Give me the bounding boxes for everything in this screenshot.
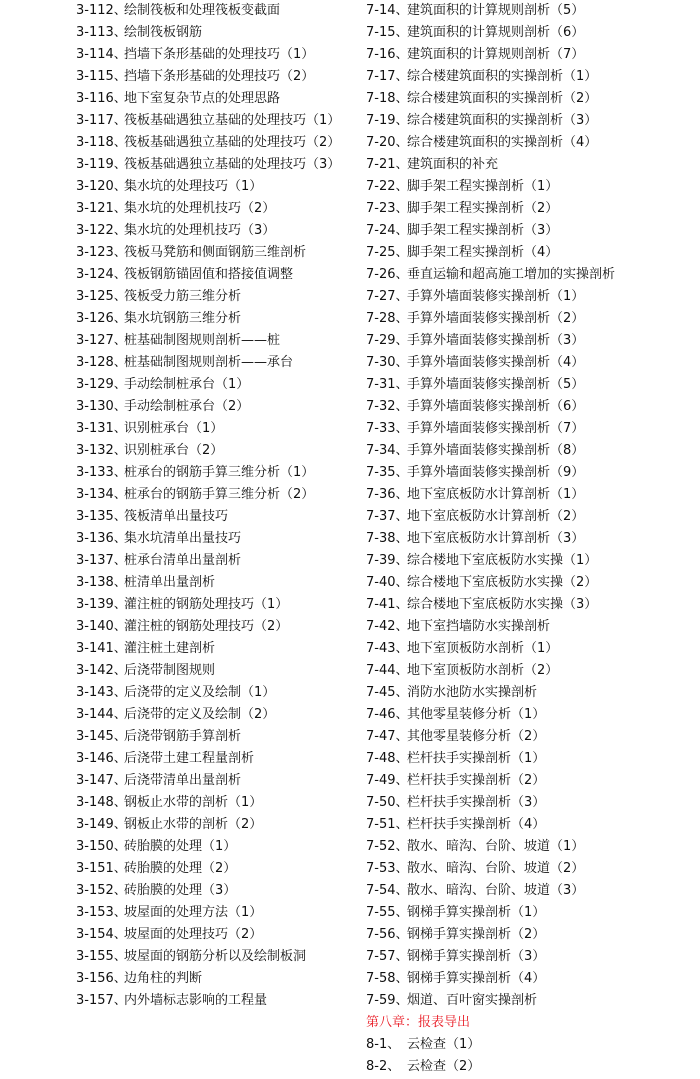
toc-entry: [76, 946, 346, 968]
entry-number: 7-44、: [366, 663, 409, 678]
entry-title: 地下室顶板防水剖析（2）: [407, 663, 559, 678]
toc-entry: [76, 836, 346, 858]
entry-title: 其他零星装修分析（2）: [407, 729, 546, 744]
entry-title: 烟道、百叶窗实操剖析: [407, 993, 538, 1008]
entry-number: 3-136、: [76, 531, 127, 546]
entry-number: 3-132、: [76, 443, 127, 458]
toc-entry: [366, 1056, 696, 1078]
entry-title: 挡墙下条形基础的处理技巧（1）: [124, 47, 315, 62]
toc-entry: [366, 264, 696, 286]
entry-title: 桩基础制图规则剖析——桩: [124, 333, 281, 348]
entry-number: 3-142、: [76, 663, 127, 678]
toc-entry: [366, 902, 696, 924]
entry-title: 手算外墙面装修实操剖析（1）: [407, 289, 585, 304]
entry-title: 建筑面积的计算规则剖析（7）: [407, 47, 585, 62]
entry-number: 3-124、: [76, 267, 127, 282]
entry-number: 3-156、: [76, 971, 127, 986]
toc-entry: [76, 902, 346, 924]
entry-title: 筏板基础遇独立基础的处理技巧（2）: [124, 135, 341, 150]
toc-entry: [76, 704, 346, 726]
toc-entry: [366, 176, 696, 198]
entry-title: 栏杆扶手实操剖析（3）: [407, 795, 546, 810]
toc-entry: [366, 286, 696, 308]
entry-title: 砖胎膜的处理（2）: [124, 861, 237, 876]
entry-number: 3-112、: [76, 3, 127, 18]
toc-entry: [76, 44, 346, 66]
entry-number: 3-126、: [76, 311, 127, 326]
toc-entry: [366, 418, 696, 440]
entry-number: 3-118、: [76, 135, 127, 150]
entry-title: 筏板基础遇独立基础的处理技巧（3）: [124, 157, 341, 172]
entry-title: 灌注桩的钢筋处理技巧（2）: [124, 619, 289, 634]
entry-number: 7-58、: [366, 971, 409, 986]
entry-title: 识别桩承台（2）: [124, 443, 224, 458]
entry-number: 7-35、: [366, 465, 409, 480]
toc-entry: [76, 484, 346, 506]
entry-number: 3-117、: [76, 113, 127, 128]
entry-title: 集水坑钢筋三维分析: [124, 311, 242, 326]
entry-number: 7-41、: [366, 597, 409, 612]
entry-number: 3-155、: [76, 949, 127, 964]
toc-entry: [76, 814, 346, 836]
entry-number: 3-152、: [76, 883, 127, 898]
chapter-heading: 第八章：报表导出: [366, 1015, 471, 1030]
entry-number: 3-141、: [76, 641, 127, 656]
toc-entry: [366, 880, 696, 902]
toc-left-column: [76, 0, 346, 1012]
toc-entry: [366, 132, 696, 154]
entry-number: 7-38、: [366, 531, 409, 546]
entry-title: 桩承台清单出量剖析: [124, 553, 242, 568]
entry-title: 脚手架工程实操剖析（3）: [407, 223, 559, 238]
toc-entry: [76, 660, 346, 682]
entry-number: 7-23、: [366, 201, 409, 216]
entry-number: 3-143、: [76, 685, 127, 700]
toc-entry: [366, 506, 696, 528]
entry-title: 手算外墙面装修实操剖析（9）: [407, 465, 585, 480]
entry-number: 7-20、: [366, 135, 409, 150]
toc-entry: [76, 792, 346, 814]
toc-entry: [76, 66, 346, 88]
entry-title: 集水坑的处理技巧（1）: [124, 179, 263, 194]
entry-title: 后浇带的定义及绘制（2）: [124, 707, 276, 722]
entry-number: 3-137、: [76, 553, 127, 568]
entry-number: 3-151、: [76, 861, 127, 876]
entry-number: 7-56、: [366, 927, 409, 942]
toc-entry: [366, 308, 696, 330]
toc-entry: [76, 264, 346, 286]
entry-number: 7-22、: [366, 179, 409, 194]
toc-entry: [366, 704, 696, 726]
entry-number: 7-37、: [366, 509, 409, 524]
entry-title: 边角柱的判断: [124, 971, 203, 986]
entry-title: 筏板清单出量技巧: [124, 509, 229, 524]
entry-title: 灌注桩的钢筋处理技巧（1）: [124, 597, 289, 612]
entry-title: 后浇带的定义及绘制（1）: [124, 685, 276, 700]
entry-number: 3-129、: [76, 377, 127, 392]
toc-entry: [76, 176, 346, 198]
entry-title: 地下室底板防水计算剖析（3）: [407, 531, 585, 546]
entry-number: 7-55、: [366, 905, 409, 920]
toc-entry: [76, 528, 346, 550]
toc-entry: [76, 880, 346, 902]
entry-number: 7-36、: [366, 487, 409, 502]
toc-entry: [366, 616, 696, 638]
entry-title: 坡屋面的处理技巧（2）: [124, 927, 263, 942]
entry-title: 建筑面积的补充: [407, 157, 499, 172]
entry-title: 地下室挡墙防水实操剖析: [407, 619, 551, 634]
entry-number: 7-25、: [366, 245, 409, 260]
entry-title: 手算外墙面装修实操剖析（6）: [407, 399, 585, 414]
toc-entry: [366, 88, 696, 110]
toc-entry: [76, 374, 346, 396]
entry-number: 7-24、: [366, 223, 409, 238]
entry-title: 散水、暗沟、台阶、坡道（1）: [407, 839, 585, 854]
entry-number: 7-42、: [366, 619, 409, 634]
toc-entry: [76, 0, 346, 22]
toc-entry: [76, 220, 346, 242]
entry-number: 8-1、: [366, 1037, 401, 1052]
entry-number: 3-144、: [76, 707, 127, 722]
entry-title: 栏杆扶手实操剖析（2）: [407, 773, 546, 788]
toc-entry: [366, 110, 696, 132]
entry-number: 3-145、: [76, 729, 127, 744]
toc-entry: [76, 770, 346, 792]
entry-title: 手算外墙面装修实操剖析（2）: [407, 311, 585, 326]
entry-number: 7-57、: [366, 949, 409, 964]
toc-entry: [366, 198, 696, 220]
toc-entry: [76, 924, 346, 946]
entry-number: 7-52、: [366, 839, 409, 854]
toc-entry: [366, 154, 696, 176]
entry-number: 3-121、: [76, 201, 127, 216]
entry-title: 建筑面积的计算规则剖析（5）: [407, 3, 585, 18]
toc-entry: [366, 0, 696, 22]
entry-number: 3-138、: [76, 575, 127, 590]
entry-title: 钢板止水带的剖析（2）: [124, 817, 263, 832]
entry-number: 3-127、: [76, 333, 127, 348]
entry-title: 集水坑清单出量技巧: [124, 531, 242, 546]
toc-entry: [76, 616, 346, 638]
entry-number: 7-34、: [366, 443, 409, 458]
toc-entry: [366, 396, 696, 418]
entry-number: 7-33、: [366, 421, 409, 436]
toc-entry: [366, 836, 696, 858]
entry-number: 7-14、: [366, 3, 409, 18]
entry-number: 7-49、: [366, 773, 409, 788]
toc-entry: [366, 44, 696, 66]
entry-number: 3-146、: [76, 751, 127, 766]
entry-number: 7-51、: [366, 817, 409, 832]
toc-entry: [76, 198, 346, 220]
entry-title: 集水坑的处理机技巧（3）: [124, 223, 276, 238]
entry-number: 8-2、: [366, 1059, 401, 1074]
toc-entry: [76, 418, 346, 440]
entry-number: 7-16、: [366, 47, 409, 62]
entry-title: 栏杆扶手实操剖析（1）: [407, 751, 546, 766]
toc-entry: [76, 22, 346, 44]
toc-entry: [76, 154, 346, 176]
toc-entry: [76, 242, 346, 264]
entry-title: 手算外墙面装修实操剖析（3）: [407, 333, 585, 348]
entry-number: 3-115、: [76, 69, 127, 84]
entry-number: 3-133、: [76, 465, 127, 480]
toc-entry: [366, 792, 696, 814]
entry-title: 钢梯手算实操剖析（1）: [407, 905, 546, 920]
toc-entry: [76, 550, 346, 572]
entry-number: 3-120、: [76, 179, 127, 194]
entry-number: 3-114、: [76, 47, 127, 62]
toc-entry: [366, 66, 696, 88]
entry-title: 钢梯手算实操剖析（3）: [407, 949, 546, 964]
entry-number: 7-47、: [366, 729, 409, 744]
entry-title: 垂直运输和超高施工增加的实操剖析: [407, 267, 616, 282]
toc-entry: [366, 770, 696, 792]
toc-entry: [76, 396, 346, 418]
toc-entry: [366, 858, 696, 880]
entry-title: 砖胎膜的处理（3）: [124, 883, 237, 898]
entry-number: 7-48、: [366, 751, 409, 766]
entry-title: 后浇带清单出量剖析: [124, 773, 242, 788]
toc-entry: [366, 462, 696, 484]
toc-entry: [366, 220, 696, 242]
entry-number: 7-50、: [366, 795, 409, 810]
entry-number: 7-19、: [366, 113, 409, 128]
entry-title: 综合楼建筑面积的实操剖析（3）: [407, 113, 598, 128]
entry-number: 3-125、: [76, 289, 127, 304]
toc-entry: [366, 242, 696, 264]
chapter7-list: [366, 0, 696, 1012]
toc-entry: [366, 550, 696, 572]
toc-entry: [366, 924, 696, 946]
entry-number: 7-32、: [366, 399, 409, 414]
entry-title: 集水坑的处理机技巧（2）: [124, 201, 276, 216]
entry-title: 桩承台的钢筋手算三维分析（2）: [124, 487, 315, 502]
toc-entry: [76, 748, 346, 770]
toc-entry: [76, 352, 346, 374]
entry-number: 3-113、: [76, 25, 127, 40]
toc-entry: [76, 308, 346, 330]
entry-number: 7-43、: [366, 641, 409, 656]
entry-number: 3-149、: [76, 817, 127, 832]
entry-number: 3-135、: [76, 509, 127, 524]
toc-entry: [366, 484, 696, 506]
entry-title: 脚手架工程实操剖析（2）: [407, 201, 559, 216]
entry-title: 内外墙标志影响的工程量: [124, 993, 268, 1008]
entry-title: 散水、暗沟、台阶、坡道（2）: [407, 861, 585, 876]
toc-entry: [76, 594, 346, 616]
toc-entry: [366, 374, 696, 396]
toc-entry: [366, 572, 696, 594]
entry-title: 手算外墙面装修实操剖析（7）: [407, 421, 585, 436]
entry-title: 后浇带土建工程量剖析: [124, 751, 255, 766]
toc-entry: [366, 638, 696, 660]
entry-title: 坡屋面的钢筋分析以及绘制板洞: [124, 949, 307, 964]
toc-entry: [76, 462, 346, 484]
entry-number: 3-130、: [76, 399, 127, 414]
entry-title: 手算外墙面装修实操剖析（8）: [407, 443, 585, 458]
entry-title: 云检查（1）: [407, 1037, 481, 1052]
entry-number: 7-15、: [366, 25, 409, 40]
entry-number: 3-139、: [76, 597, 127, 612]
entry-title: 桩承台的钢筋手算三维分析（1）: [124, 465, 315, 480]
entry-title: 综合楼地下室底板防水实操（3）: [407, 597, 598, 612]
entry-number: 3-116、: [76, 91, 127, 106]
toc-entry: [366, 660, 696, 682]
entry-number: 7-31、: [366, 377, 409, 392]
toc-entry: [76, 132, 346, 154]
entry-title: 钢梯手算实操剖析（2）: [407, 927, 546, 942]
entry-number: 3-123、: [76, 245, 127, 260]
chapter8-list: [366, 1034, 696, 1078]
entry-title: 钢梯手算实操剖析（4）: [407, 971, 546, 986]
toc-entry: [366, 682, 696, 704]
entry-title: 绘制筏板和处理筏板变截面: [124, 3, 281, 18]
toc-entry: [76, 726, 346, 748]
entry-title: 散水、暗沟、台阶、坡道（3）: [407, 883, 585, 898]
entry-number: 3-119、: [76, 157, 127, 172]
entry-title: 其他零星装修分析（1）: [407, 707, 546, 722]
entry-number: 3-140、: [76, 619, 127, 634]
toc-entry: [366, 352, 696, 374]
entry-number: 3-147、: [76, 773, 127, 788]
entry-number: 7-28、: [366, 311, 409, 326]
entry-number: 7-39、: [366, 553, 409, 568]
toc-entry: [76, 990, 346, 1012]
entry-title: 灌注桩土建剖析: [124, 641, 216, 656]
toc-entry: [366, 968, 696, 990]
entry-title: 桩清单出量剖析: [124, 575, 216, 590]
entry-number: 3-122、: [76, 223, 127, 238]
toc-entry: [76, 286, 346, 308]
toc-entry: [366, 440, 696, 462]
toc-entry: [76, 440, 346, 462]
entry-title: 建筑面积的计算规则剖析（6）: [407, 25, 585, 40]
toc-entry: [366, 990, 696, 1012]
toc-entry: [366, 726, 696, 748]
entry-number: 3-154、: [76, 927, 127, 942]
entry-title: 栏杆扶手实操剖析（4）: [407, 817, 546, 832]
toc-entry: [76, 968, 346, 990]
toc-entry: [76, 506, 346, 528]
entry-number: 7-27、: [366, 289, 409, 304]
entry-title: 识别桩承台（1）: [124, 421, 224, 436]
entry-number: 7-21、: [366, 157, 409, 172]
entry-number: 7-17、: [366, 69, 409, 84]
entry-number: 3-134、: [76, 487, 127, 502]
toc-entry: [366, 22, 696, 44]
entry-number: 7-18、: [366, 91, 409, 106]
entry-title: 地下室复杂节点的处理思路: [124, 91, 281, 106]
entry-number: 7-53、: [366, 861, 409, 876]
entry-title: 脚手架工程实操剖析（4）: [407, 245, 559, 260]
toc-entry: [366, 748, 696, 770]
entry-number: 7-26、: [366, 267, 409, 282]
entry-title: 脚手架工程实操剖析（1）: [407, 179, 559, 194]
entry-title: 手动绘制桩承台（1）: [124, 377, 250, 392]
entry-number: 7-46、: [366, 707, 409, 722]
toc-entry: [76, 110, 346, 132]
entry-number: 3-153、: [76, 905, 127, 920]
entry-number: 3-148、: [76, 795, 127, 810]
entry-title: 钢板止水带的剖析（1）: [124, 795, 263, 810]
entry-number: 3-128、: [76, 355, 127, 370]
entry-title: 筏板受力筋三维分析: [124, 289, 242, 304]
entry-title: 挡墙下条形基础的处理技巧（2）: [124, 69, 315, 84]
entry-number: 7-54、: [366, 883, 409, 898]
entry-number: 7-45、: [366, 685, 409, 700]
entry-title: 手算外墙面装修实操剖析（4）: [407, 355, 585, 370]
toc-entry: [366, 946, 696, 968]
toc-entry: [366, 528, 696, 550]
entry-title: 地下室顶板防水剖析（1）: [407, 641, 559, 656]
entry-title: 手算外墙面装修实操剖析（5）: [407, 377, 585, 392]
toc-entry: [366, 330, 696, 352]
toc-right-column: [366, 0, 696, 1078]
entry-title: 消防水池防水实操剖析: [407, 685, 538, 700]
entry-title: 砖胎膜的处理（1）: [124, 839, 237, 854]
entry-title: 地下室底板防水计算剖析（1）: [407, 487, 585, 502]
entry-number: 7-30、: [366, 355, 409, 370]
entry-title: 筏板钢筋锚固值和搭接值调整: [124, 267, 294, 282]
entry-title: 综合楼建筑面积的实操剖析（4）: [407, 135, 598, 150]
entry-number: 7-29、: [366, 333, 409, 348]
toc-entry: [76, 682, 346, 704]
entry-title: 综合楼地下室底板防水实操（2）: [407, 575, 598, 590]
toc-entry: [76, 572, 346, 594]
entry-title: 后浇带制图规则: [124, 663, 216, 678]
entry-title: 筏板基础遇独立基础的处理技巧（1）: [124, 113, 341, 128]
entry-title: 地下室底板防水计算剖析（2）: [407, 509, 585, 524]
entry-title: 手动绘制桩承台（2）: [124, 399, 250, 414]
toc-entry: [366, 594, 696, 616]
entry-title: 云检查（2）: [407, 1059, 481, 1074]
entry-title: 桩基础制图规则剖析——承台: [124, 355, 294, 370]
entry-title: 筏板马凳筋和侧面钢筋三维剖析: [124, 245, 307, 260]
entry-title: 综合楼地下室底板防水实操（1）: [407, 553, 598, 568]
entry-title: 综合楼建筑面积的实操剖析（2）: [407, 91, 598, 106]
entry-number: 7-40、: [366, 575, 409, 590]
entry-title: 绘制筏板钢筋: [124, 25, 203, 40]
toc-entry: [76, 330, 346, 352]
toc-entry: [366, 814, 696, 836]
entry-number: 3-150、: [76, 839, 127, 854]
toc-entry: [76, 858, 346, 880]
toc-entry: [76, 88, 346, 110]
entry-number: 3-131、: [76, 421, 127, 436]
entry-title: 后浇带钢筋手算剖析: [124, 729, 242, 744]
entry-title: 坡屋面的处理方法（1）: [124, 905, 263, 920]
toc-entry: [76, 638, 346, 660]
toc-entry: [366, 1034, 696, 1056]
entry-number: 7-59、: [366, 993, 409, 1008]
entry-title: 综合楼建筑面积的实操剖析（1）: [407, 69, 598, 84]
entry-number: 3-157、: [76, 993, 127, 1008]
